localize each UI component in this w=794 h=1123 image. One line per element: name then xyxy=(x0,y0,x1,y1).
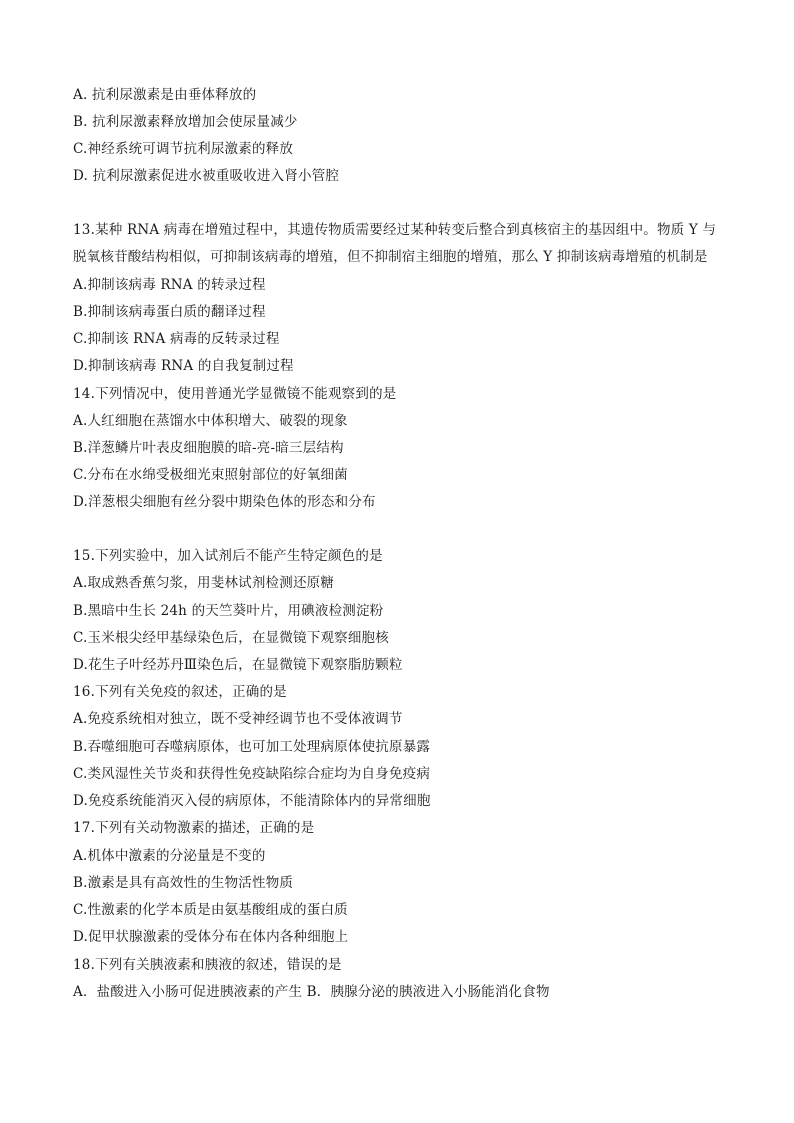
q16-option-b: B.吞噬细胞可吞噬病原体，也可加工处理病原体使抗原暴露 xyxy=(73,739,431,755)
q16-option-c: C.类风湿性关节炎和获得性免疫缺陷综合症均为自身免疫病 xyxy=(73,766,431,782)
q12-option-d: D. 抗利尿激素促进水被重吸收进入肾小管腔 xyxy=(73,168,340,184)
q14-option-a: A.人红细胞在蒸馏水中体积增大、破裂的现象 xyxy=(73,413,348,429)
q15-option-a: A.取成熟香蕉匀浆，用斐林试剂检测还原糖 xyxy=(73,575,335,591)
q12-option-b: B. 抗利尿激素释放增加会使尿量减少 xyxy=(73,114,298,130)
q16-stem: 16.下列有关免疫的叙述，正确的是 xyxy=(73,684,287,700)
q14-option-d: D.洋葱根尖细胞有丝分裂中期染色体的形态和分布 xyxy=(73,494,376,510)
q17-option-d: D.促甲状腺激素的受体分布在体内各种细胞上 xyxy=(73,929,349,945)
q13-stem-line2: 脱氧核苷酸结构相似，可抑制该病毒的增殖，但不抑制宿主细胞的增殖，那么 Y 抑制该病毒增殖的机制是 xyxy=(73,249,708,265)
q17-stem: 17.下列有关动物激素的描述，正确的是 xyxy=(73,820,315,836)
q13-stem-line1: 13.某种 RNA 病毒在增殖过程中，其遗传物质需要经过某种转变后整合到真核宿主的基因组中。物质 Y 与 xyxy=(73,222,717,238)
q18-options-ab: A．盐酸进入小肠可促进胰液素的产生 B．胰腺分泌的胰液进入小肠能消化食物 xyxy=(73,984,550,1000)
q13-option-d: D.抑制该病毒 RNA 的自我复制过程 xyxy=(73,358,294,374)
q12-option-c: C.神经系统可调节抗利尿激素的释放 xyxy=(73,141,294,157)
q17-option-c: C.性激素的化学本质是由氨基酸组成的蛋白质 xyxy=(73,902,348,918)
q17-option-a: A.机体中激素的分泌量是不变的 xyxy=(73,848,266,864)
q13-option-b: B.抑制该病毒蛋白质的翻译过程 xyxy=(73,304,266,320)
q16-option-d: D.免疫系统能消灭入侵的病原体，不能清除体内的异常细胞 xyxy=(73,793,431,809)
q14-option-c: C.分布在水绵受极细光束照射部位的好氧细菌 xyxy=(73,467,348,483)
q16-option-a: A.免疫系统相对独立，既不受神经调节也不受体液调节 xyxy=(73,711,403,727)
q14-option-b: B.洋葱鳞片叶表皮细胞膜的暗-亮-暗三层结构 xyxy=(73,440,344,456)
q13-option-c: C.抑制该 RNA 病毒的反转录过程 xyxy=(73,331,280,347)
q12-option-a: A. 抗利尿激素是由垂体释放的 xyxy=(73,87,257,103)
q15-option-d: D.花生子叶经苏丹Ⅲ染色后，在显微镜下观察脂肪颗粒 xyxy=(73,657,403,673)
q18-stem: 18.下列有关胰液素和胰液的叙述，错误的是 xyxy=(73,957,342,973)
q15-option-c: C.玉米根尖经甲基绿染色后，在显微镜下观察细胞核 xyxy=(73,630,389,646)
q15-option-b: B.黑暗中生长 24h 的天竺葵叶片，用碘液检测淀粉 xyxy=(73,603,384,619)
q14-stem: 14.下列情况中，使用普通光学显微镜不能观察到的是 xyxy=(73,386,397,402)
q15-stem: 15.下列实验中，加入试剂后不能产生特定颜色的是 xyxy=(73,548,383,564)
q13-option-a: A.抑制该病毒 RNA 的转录过程 xyxy=(73,277,266,293)
q17-option-b: B.激素是具有高效性的生物活性物质 xyxy=(73,875,294,891)
